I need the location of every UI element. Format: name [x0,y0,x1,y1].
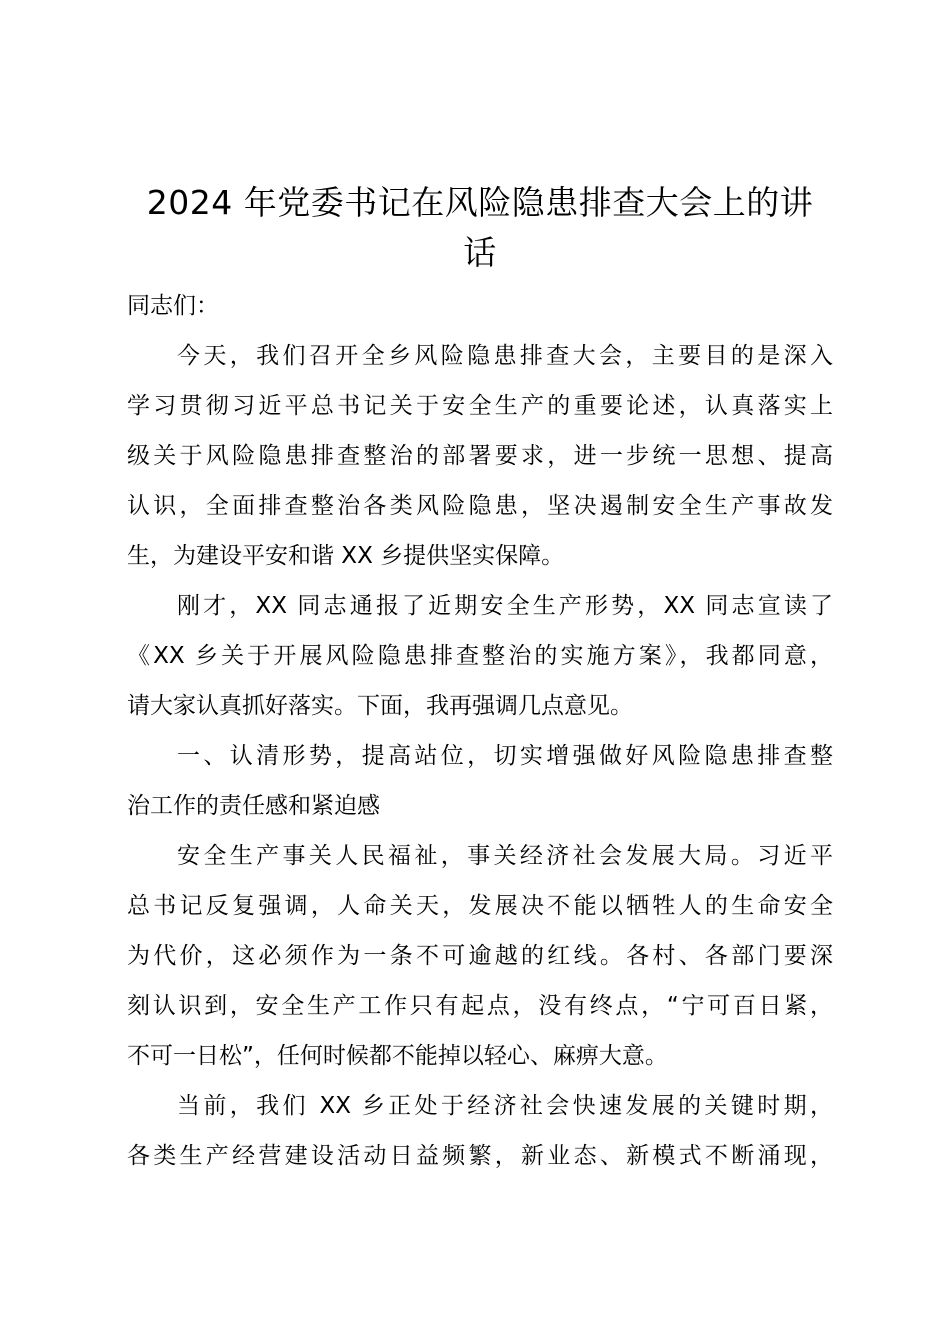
paragraph-line: 各类生产经营建设活动日益频繁，新业态、新模式不断涌现， [127,1143,833,1169]
paragraph-line: 认识，全面排查整治各类风险隐患，坚决遏制安全生产事故发 [127,493,833,519]
paragraph-line: 刚才，XX 同志通报了近期安全生产形势，XX 同志宣读了 [177,593,833,619]
title-line-1: 2024 年党委书记在风险隐患排查大会上的讲 [146,183,814,222]
title-line-2: 话 [463,233,497,272]
paragraph-line: 安全生产事关人民福祉，事关经济社会发展大局。习近平 [177,843,833,869]
paragraph-line: 学习贯彻习近平总书记关于安全生产的重要论述，认真落实上 [127,393,833,419]
paragraph-line: 为代价，这必须作为一条不可逾越的红线。各村、各部门要深 [127,943,833,969]
paragraph-line: 刻认识到，安全生产工作只有起点，没有终点，“宁可百日紧， [127,993,833,1019]
paragraph-line: 不可一日松”，任何时候都不能掉以轻心、麻痹大意。 [127,1043,668,1069]
paragraph-line: 级关于风险隐患排查整治的部署要求，进一步统一思想、提高 [127,443,833,469]
document-title [120,178,840,278]
document-body [127,281,833,1181]
section-heading-line: 治工作的责任感和紧迫感 [127,793,380,819]
paragraph-line: 《XX 乡关于开展风险隐患排查整治的实施方案》，我都同意， [127,643,833,669]
salutation: 同志们： [127,293,219,319]
paragraph-line: 当前，我们 XX 乡正处于经济社会快速发展的关键时期， [177,1093,833,1119]
paragraph-line: 今天，我们召开全乡风险隐患排查大会，主要目的是深入 [177,343,833,369]
paragraph-line: 生，为建设平安和谐 XX 乡提供坚实保障。 [127,543,565,569]
paragraph-line: 总书记反复强调，人命关天，发展决不能以牺牲人的生命安全 [127,893,833,919]
paragraph-3 [127,831,833,1081]
paragraph-4 [127,1081,833,1181]
paragraph-line: 请大家认真抓好落实。下面，我再强调几点意见。 [127,693,633,719]
section-heading-line: 一、认清形势，提高站位，切实增强做好风险隐患排查整 [177,743,833,769]
paragraph-2 [127,581,833,731]
section-heading-1 [127,731,833,831]
paragraph-1 [127,331,833,581]
